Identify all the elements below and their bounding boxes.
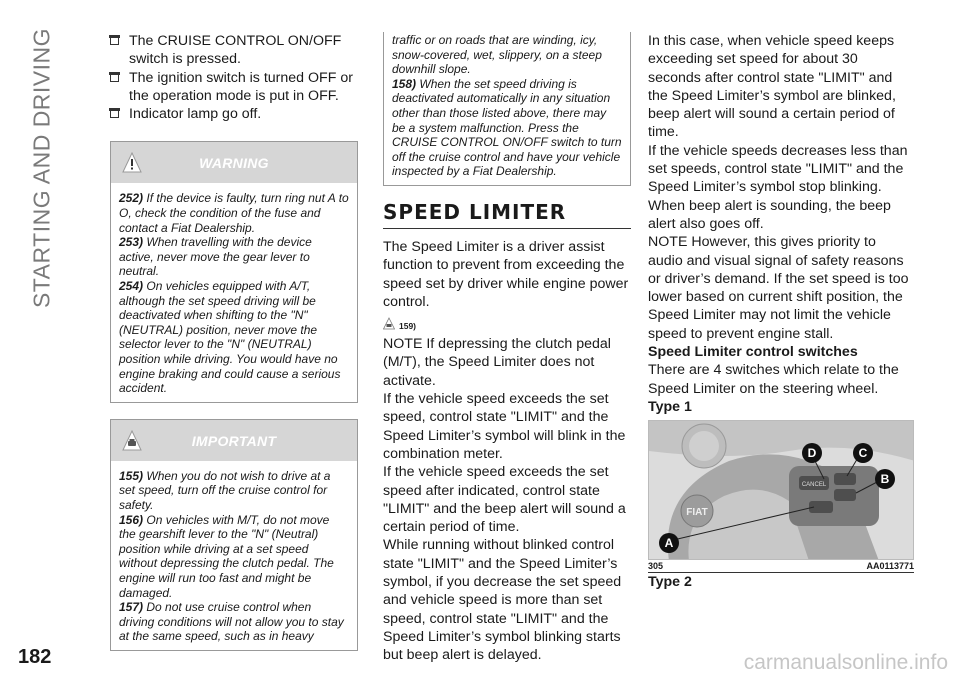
bullet-item: The ignition switch is turned OFF or the operation mode is put in OFF.	[110, 69, 358, 106]
paragraph: If the vehicle speed exceeds the set speed, control state "LIMIT" and the Speed Limiter’s symbol will blink in the combination meter.	[383, 391, 626, 462]
figure-code: AA0113771	[866, 561, 914, 572]
warning-header	[111, 142, 357, 183]
warning-body	[111, 183, 357, 401]
steering-wheel-switches-figure	[648, 420, 914, 560]
important-title: IMPORTANT	[191, 432, 277, 449]
checkbox-bullet-icon	[110, 110, 119, 118]
note-reference: 159)	[383, 311, 631, 335]
intro-paragraph: The Speed Limiter is a driver assist function to prevent from exceeding the speed set by driver while engine power control.	[383, 238, 629, 310]
important-item: 158) When the set speed driving is deactivated automatically in any situation other than those listed above, there may be a system malfunction. Press the CRUISE CONTROL ON/OFF switch to turn off the cruise control and have your vehicle inspected by a Fiat Dealership.	[392, 76, 622, 179]
paragraph: While running without blinked control state "LIMIT" and the Speed Limiter’s symbol, if you decrease the set speed and vehicle speed is more than set speed, control state "LIMIT" and the Speed Limiter’s symbol blinking starts but beep alert is delayed.	[383, 537, 622, 664]
steering-wheel-illustration	[649, 421, 914, 560]
important-box-continued	[383, 32, 631, 186]
important-box	[110, 419, 358, 651]
watermark: carmanualsonline.info	[743, 651, 948, 674]
column-2	[383, 32, 631, 664]
important-item: 156) On vehicles with M/T, do not move the gearshift lever to the "N" (Neutral) position while driving at a set speed without depressing the clutch pedal. The engine will run too fast and might be damaged.	[119, 512, 334, 600]
column-1	[110, 32, 358, 651]
bullet-item: Indicator lamp go off.	[110, 105, 358, 123]
continued-text: traffic or on roads that are winding, icy, snow-covered, wet, slippery, on a steep downhill slope.	[392, 33, 602, 77]
figure-logo-text: FIAT	[686, 507, 708, 519]
side-section-title: STARTING AND DRIVING	[28, 27, 55, 309]
paragraph: If the vehicle speed exceeds the set speed after indicated, control state "LIMIT" and the beep alert will sound a certain period of time.	[383, 464, 626, 536]
section-heading: SPEED LIMITER	[383, 200, 631, 229]
checkbox-bullet-icon	[110, 74, 119, 82]
figure-label-a: A	[664, 536, 674, 551]
warning-item: 252) If the device is faulty, turn ring nut A to O, check the condition of the fuse and contact a Fiat Dealership.	[119, 191, 349, 235]
figure-label-b: B	[880, 472, 890, 487]
important-body	[111, 461, 357, 650]
bullet-item: The CRUISE CONTROL ON/OFF switch is pressed.	[110, 32, 358, 69]
figure-caption	[648, 560, 914, 573]
subheading: Speed Limiter control switches	[648, 344, 858, 361]
figure-label-d: D	[807, 446, 817, 461]
important-header	[111, 420, 357, 461]
column-3	[648, 32, 914, 592]
checkbox-bullet-icon	[110, 37, 119, 45]
paragraph: If the vehicle speeds decreases less than set speeds, control state "LIMIT" and the Speed Limiter’s symbol stop blinking. When beep alert is sounding, the beep alert also goes off.	[648, 142, 908, 232]
paragraph: There are 4 switches which relate to the Speed Limiter on the steering wheel.	[648, 362, 899, 397]
important-item: 157) Do not use cruise control when driving conditions will not allow you to stay at the same speed, such as in heavy	[119, 600, 344, 644]
warning-item: 254) On vehicles equipped with A/T, although the set speed driving will be deactivated when shifting to the "N" (NEUTRAL) position, never move the selector lever to the "N" (NEUTRAL) position while driving. You would have no engine braking and could cause a serious accident.	[119, 279, 341, 396]
figure-number: 305	[648, 561, 664, 572]
paragraph: NOTE If depressing the clutch pedal (M/T), the Speed Limiter does not activate.	[383, 336, 611, 389]
paragraph: In this case, when vehicle speed keeps exceeding set speed for about 30 seconds after control state "LIMIT" and the Speed Limiter’s symbol are blinked, beep alert will sound a certain period of time.	[648, 33, 896, 141]
type-label: Type 2	[648, 574, 692, 591]
figure-cancel-label: CANCEL	[801, 482, 827, 489]
paragraph: NOTE However, this gives priority to audio and visual signal of safety reasons or driver’s demand. If the set speed is too lower based on current shift position, the Speed Limiter may not limit the vehicle speed to prevent engine stall.	[648, 234, 909, 342]
car-important-icon	[383, 317, 395, 330]
figure-label-c: C	[858, 446, 868, 461]
warning-title: WARNING	[199, 155, 269, 172]
type-label: Type 1	[648, 398, 692, 415]
warning-box	[110, 141, 358, 402]
important-item: 155) When you do not wish to drive at a set speed, turn off the cruise control for safety.	[119, 468, 331, 512]
warning-item: 253) When travelling with the device active, never move the gear lever to neutral.	[119, 235, 312, 279]
page-number: 182	[18, 646, 52, 668]
